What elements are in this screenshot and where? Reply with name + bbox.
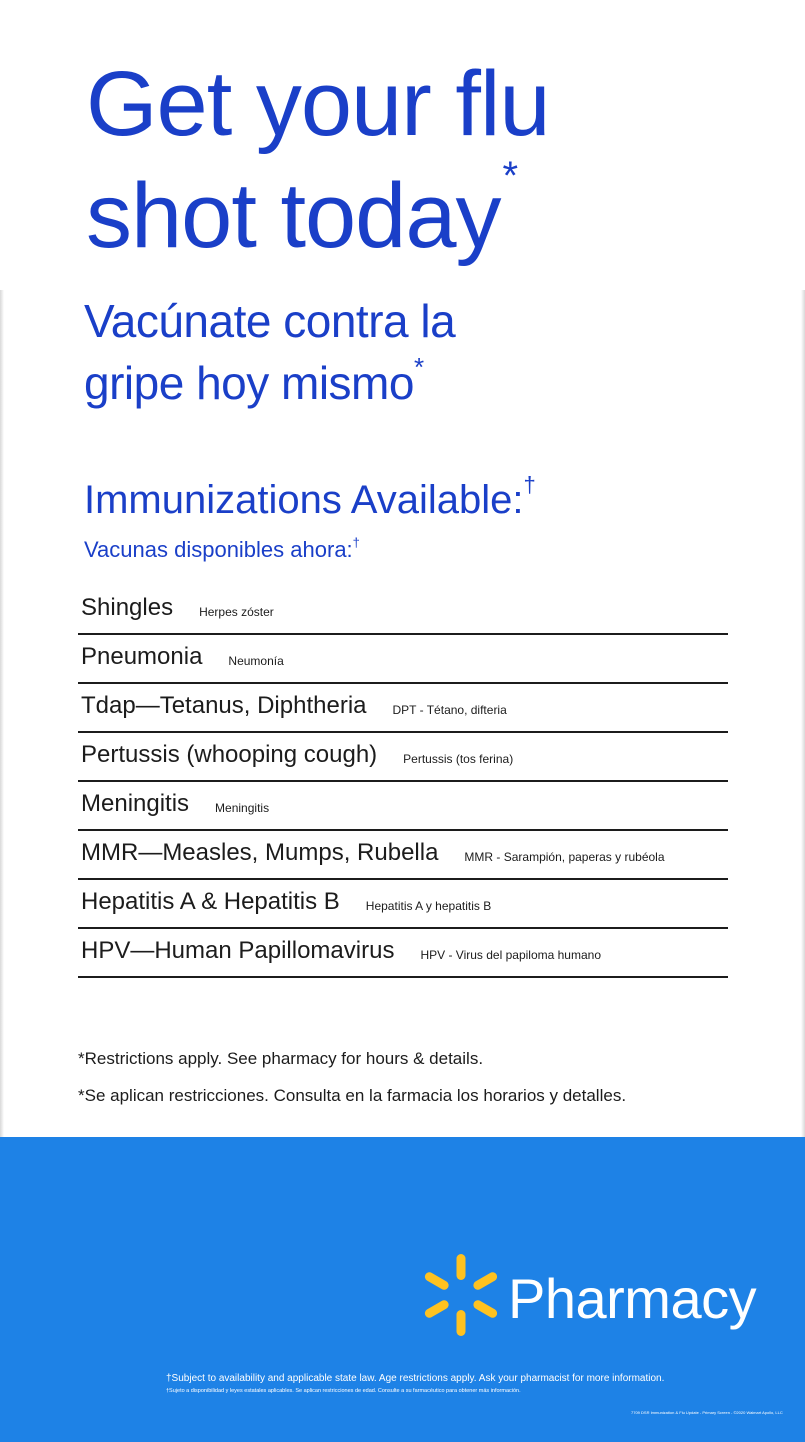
subhead-line-1: Vacúnate contra la [84, 295, 456, 347]
vaccine-item-tdap [78, 684, 728, 733]
vaccine-name: Pneumonia [81, 643, 203, 670]
spark-icon [424, 1250, 504, 1340]
vaccine-name: Meningitis [81, 790, 190, 817]
vaccine-name-spanish: Neumonía [228, 654, 284, 668]
immunizations-title-text: Immunizations Available: [84, 478, 524, 522]
spanish-subhead [84, 290, 455, 414]
headline [86, 48, 550, 272]
restrictions-notes [78, 1046, 626, 1120]
pharmacy-brand-text: Pharmacy [508, 1267, 757, 1330]
immunizations-title [84, 472, 536, 528]
restrictions-note-en: *Restrictions apply. See pharmacy for hours & details. [78, 1049, 484, 1068]
headline-asterisk: * [502, 154, 518, 198]
fine-print-en: †Subject to availability and applicable state law. Age restrictions apply. Ask your pharmacist for more information. [166, 1373, 665, 1384]
vaccine-item-pneumonia [78, 635, 728, 684]
restrictions-note-es: *Se aplican restricciones. Consulta en la farmacia los horarios y detalles. [78, 1086, 627, 1105]
immunizations-subtitle [84, 534, 360, 566]
subhead-line-2-text: gripe hoy mismo [84, 357, 414, 409]
headline-line-2-text: shot today [86, 165, 501, 267]
vaccine-name-spanish: Meningitis [215, 801, 270, 815]
vaccine-item-mmr [78, 831, 728, 880]
subhead-line-2 [84, 352, 455, 414]
vaccine-name-spanish: Pertussis (tos ferina) [403, 752, 514, 766]
vaccine-name-spanish: Herpes zóster [199, 605, 274, 619]
immunizations-subtitle-text: Vacunas disponibles ahora: [84, 537, 353, 562]
vaccine-name: HPV—Human Papillomavirus [81, 937, 395, 964]
vaccine-name-spanish: MMR - Sarampión, paperas y rubéola [464, 850, 665, 864]
vaccine-item-pertussis [78, 733, 728, 782]
vaccine-name: Tdap—Tetanus, Diphtheria [81, 692, 367, 719]
headline-line-1: Get your flu [86, 53, 550, 155]
vaccine-name: Pertussis (whooping cough) [81, 741, 378, 768]
vaccine-item-meningitis [78, 782, 728, 831]
vaccine-item-shingles [78, 586, 728, 635]
headline-line-2 [86, 154, 550, 272]
poster-edge-left [0, 290, 4, 1140]
immunizations-subtitle-dagger: † [352, 535, 360, 550]
poster-edge-right [801, 290, 805, 1140]
vaccine-name: MMR—Measles, Mumps, Rubella [81, 839, 439, 866]
vaccine-name: Hepatitis A & Hepatitis B [81, 888, 340, 915]
vaccine-list [78, 586, 728, 978]
vaccine-name-spanish: HPV - Virus del papiloma humano [420, 948, 601, 962]
fine-print-es: †Sujeto a disponibilidad y leyes estatales aplicables. Se aplican restricciones de edad. Consulte a su farmacéutico para obtener más información. [166, 1388, 521, 1394]
fine-print-code: 7709 DSR Immunization & Flu Update - Primary Screen - ©2020 Walmart Apollo, LLC [631, 1410, 783, 1415]
subhead-asterisk: * [413, 352, 424, 382]
immunizations-title-dagger: † [523, 472, 536, 497]
vaccine-item-hpv [78, 929, 728, 978]
vaccine-name-spanish: DPT - Tétano, difteria [392, 703, 507, 717]
vaccine-name: Shingles [81, 594, 174, 621]
vaccine-item-hepatitis [78, 880, 728, 929]
vaccine-name-spanish: Hepatitis A y hepatitis B [365, 899, 492, 913]
